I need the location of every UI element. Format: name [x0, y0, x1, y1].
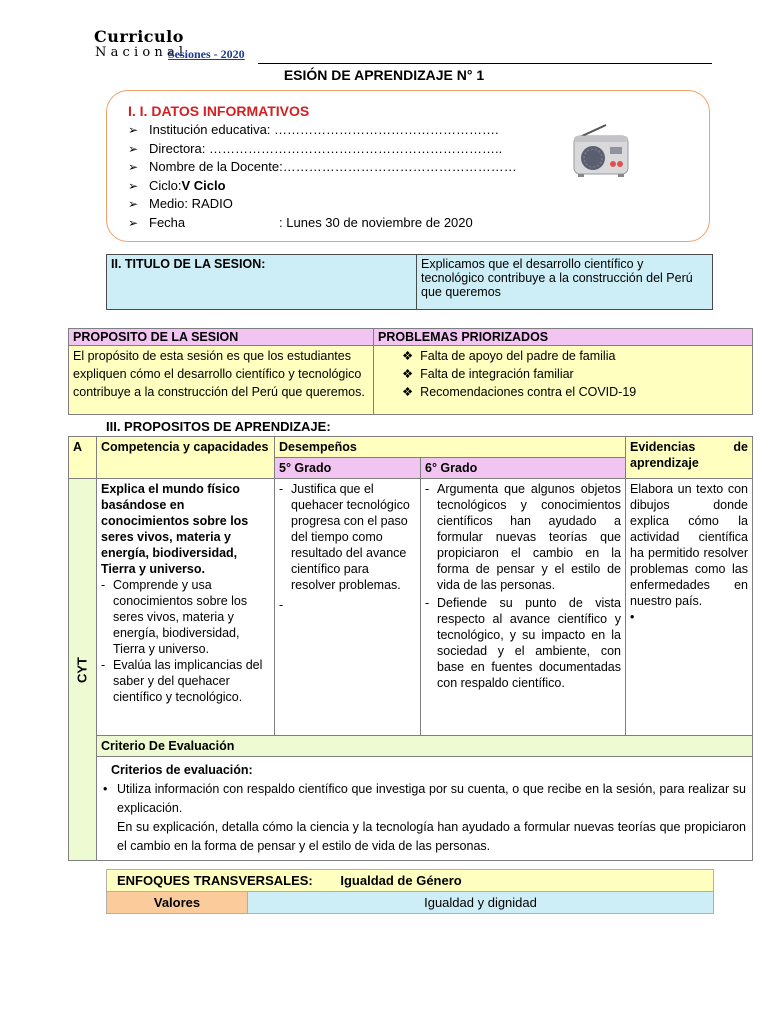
arrow-bullet-icon: ➢ — [128, 215, 139, 230]
enfoques-label: ENFOQUES TRANSVERSALES: — [117, 873, 313, 888]
area-cell — [69, 479, 97, 861]
problem-item: ❖ Falta de integración familiar — [402, 367, 574, 381]
competencia-cell — [97, 479, 275, 736]
datos-item: ➢ Nombre de la Docente: ……………………………………………… — [128, 158, 517, 177]
section-heading: III. PROPOSITOS DE APRENDIZAJE: — [106, 419, 331, 434]
proposito-header: PROPOSITO DE LA SESION — [69, 329, 374, 346]
datos-item: ➢ Medio: RADIO — [128, 195, 517, 214]
proposito-table — [68, 328, 753, 415]
grade5-header: 5° Grado — [275, 458, 421, 479]
enfoques-value: Igualdad de Género — [340, 873, 462, 888]
area-label: CYT — [74, 656, 90, 683]
competencia-title: Explica el mundo físico basándose en conocimientos sobre los seres vivos, materia y energía, biodiversidad, Tierra y universo. — [101, 482, 249, 576]
col-desempenos-header: Desempeños — [275, 437, 626, 458]
datos-item: ➢ Ciclo: V Ciclo — [128, 177, 517, 196]
proposito-text: El propósito de esta sesión es que los estudiantes expliquen cómo el desarrollo científico y tecnológico contribuye a la construcción del Perú que queremos. — [69, 346, 374, 415]
problem-item: ❖ Falta de apoyo del padre de familia — [402, 349, 616, 363]
arrow-bullet-icon: ➢ — [128, 160, 139, 174]
arrow-bullet-icon: ➢ — [128, 123, 139, 137]
grade6-header: 6° Grado — [421, 458, 626, 479]
criterio-item: En su explicación, detalla cómo la ciencia y la tecnología han ayudado a formular nuevas teorías que propiciaron el cambio en la forma de pensar y el estilo de vida de las personas. — [117, 820, 746, 853]
criterio-header: Criterio De Evaluación — [97, 736, 753, 757]
desempeno5-cell — [275, 479, 421, 736]
datos-list — [128, 121, 517, 232]
desempeno6-cell — [421, 479, 626, 736]
criterios-title: Criterios de evaluación: — [111, 763, 253, 777]
diamond-bullet-icon: ❖ — [402, 349, 417, 363]
col-competencia-header: Competencia y capacidades — [97, 437, 275, 479]
valores-value: Igualdad y dignidad — [248, 892, 714, 914]
evidencia-cell — [626, 479, 753, 736]
sesiones-link[interactable]: Sesiones - 2020 — [168, 47, 245, 61]
arrow-bullet-icon: ➢ — [128, 141, 139, 156]
page-title: ESIÓN DE APRENDIZAJE N° 1 — [283, 67, 485, 83]
evidencia-text: Elabora un texto con dibujos donde explica cómo la actividad científica ha permitido resolver problemas como las enfermedades en nuestro país. — [630, 482, 748, 608]
header-divider — [258, 63, 712, 64]
diamond-bullet-icon: ❖ — [402, 367, 417, 381]
capacidad-item: - Evalúa las implicancias del saber y del quehacer científico y tecnológico. — [101, 657, 270, 705]
evidencia-bullet: • — [630, 610, 635, 624]
desempeno6-item: - Argumenta que algunos objetos tecnológicos y conocimientos científicos han ayudado a formular nuevas teorías que propiciaron el cambio en la forma de pensar y el estilo de vida de las personas. — [425, 481, 621, 593]
datos-heading: I. I. DATOS INFORMATIVOS — [128, 103, 310, 119]
logo-nacional: Nacional — [95, 45, 188, 60]
problemas-list — [374, 346, 753, 415]
titulo-value: Explicamos que el desarrollo científico y tecnológico contribuye a la construcción del Perú que queremos — [417, 255, 713, 310]
valores-label: Valores — [107, 892, 248, 914]
arrow-bullet-icon: ➢ — [128, 178, 139, 193]
datos-item: ➢ Fecha : Lunes 30 de noviembre de 2020 — [128, 214, 517, 233]
capacidades-list — [101, 577, 270, 705]
aprendizaje-table — [68, 436, 753, 861]
enfoques-row — [107, 870, 714, 892]
datos-item: ➢ Directora : ………………………………………………………….. — [128, 140, 517, 159]
radio-icon — [568, 122, 634, 183]
col-a-header: A — [69, 437, 97, 479]
desempeno5-item: - Justifica que el quehacer tecnológico progresa con el paso del tiempo como resultado del avance científico para resolver problemas. — [279, 481, 416, 593]
datos-item: ➢ Institución educativa : ……………………………………………. — [128, 121, 517, 140]
enfoques-table — [106, 869, 714, 914]
desempeno6-item: - Defiende su punto de vista respecto al avance científico y tecnológico, y su impacto en la sociedad y el ambiente, con base en fuentes documentadas con respaldo científico. — [425, 595, 621, 691]
col-evidencias-header: Evidencias de aprendizaje — [626, 437, 753, 479]
criterios-cell — [97, 757, 753, 861]
arrow-bullet-icon: ➢ — [128, 197, 139, 211]
diamond-bullet-icon: ❖ — [402, 385, 417, 399]
problem-item: ❖ Recomendaciones contra el COVID-19 — [402, 385, 637, 399]
titulo-label: II. TITULO DE LA SESION: — [107, 255, 417, 310]
problemas-header: PROBLEMAS PRIORIZADOS — [374, 329, 753, 346]
capacidad-item: - Comprende y usa conocimientos sobre los seres vivos, materia y energía, biodiversidad, Tierra y universo. — [101, 577, 270, 657]
titulo-table — [106, 254, 713, 310]
bullet-icon: • — [103, 782, 108, 796]
desempeno5-item — [279, 597, 416, 613]
logo-curriculo: Curriculo — [94, 27, 184, 46]
criterio-item: • Utiliza información con respaldo científico que investiga por su cuenta, o que recibe en la sesión, para realizar su explicación. — [103, 782, 746, 815]
